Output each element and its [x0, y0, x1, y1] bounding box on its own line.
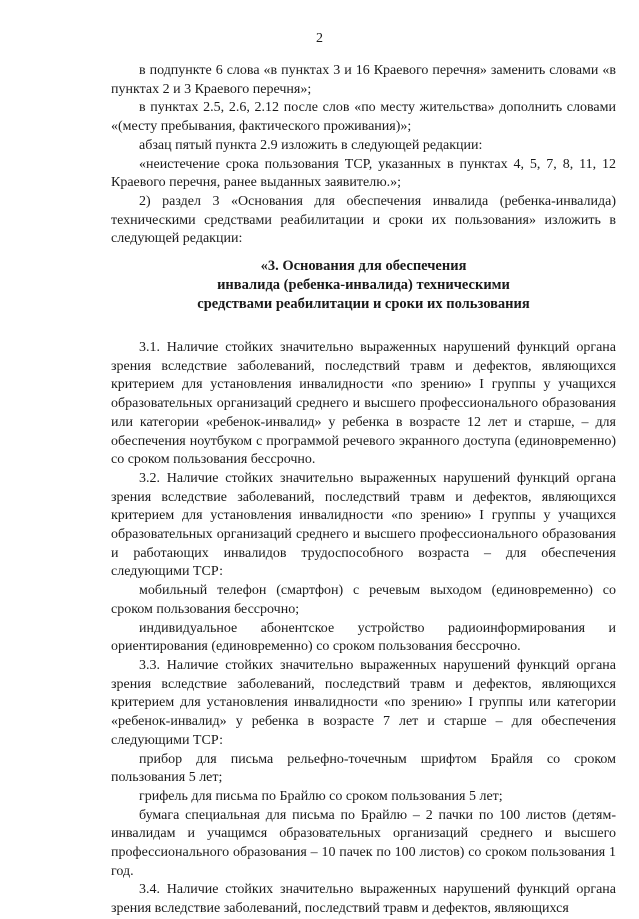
paragraph: 3.2. Наличие стойких значительно выраженных нарушений функций органа зрения вследствие заболеваний, последствий травм и дефектов, являющихся критерием для установления инвалидности «по зрению» I группы у учащихся образовательных организаций среднего и высшего профессионального образования и работающих инвалидов трудоспособного возраста – для обеспечения следующими ТСР:	[111, 470, 616, 580]
paragraph: в подпункте 6 слова «в пунктах 3 и 16 Краевого перечня» заменить словами «в пунктах 2 и 3 Краевого перечня»;	[111, 63, 616, 97]
paragraph: 3.3. Наличие стойких значительно выраженных нарушений функций органа зрения вследствие заболеваний, последствий травм и дефектов, являющихся критерием для установления инвалидности «по зрению» I группы или категории «ребенок-инвалид» у ребенка в возрасте 7 лет и старше – для обеспечения следующими ТСР:	[111, 657, 616, 748]
paragraph: 3.4. Наличие стойких значительно выраженных нарушений функций органа зрения вследствие заболеваний, последствий травм и дефектов, являющихся	[111, 882, 616, 917]
section-heading	[111, 257, 616, 314]
paragraph: 2) раздел 3 «Основания для обеспечения инвалида (ребенка-инвалида) техническими средствами реабилитации и сроки их пользования» изложить в следующей редакции:	[111, 193, 616, 247]
paragraph: «неистечение срока пользования ТСР, указанных в пунктах 4, 5, 7, 8, 11, 12 Краевого перечня, ранее выданных заявителю.»;	[111, 156, 616, 191]
document-body	[111, 62, 616, 919]
page-number: 2	[316, 31, 323, 46]
paragraph: мобильный телефон (смартфон) с речевым выходом (единовременно) со сроком пользования бессрочно;	[111, 583, 616, 617]
paragraph: 3.1. Наличие стойких значительно выраженных нарушений функций органа зрения вследствие заболеваний, последствий травм и дефектов, являющихся критерием для установления инвалидности «по зрению» I группы у учащихся образовательных организаций среднего и высшего профессионального образования или категории «ребенок-инвалид» у ребенка в возрасте 12 лет и старше, – для обеспечения ноутбуком с программой речевого экранного доступа (единовременно) со сроком пользования бессрочно.	[111, 340, 616, 468]
paragraph: в пунктах 2.5, 2.6, 2.12 после слов «по месту жительства» дополнить словами «(месту пребывания, фактического проживания)»;	[111, 100, 616, 135]
paragraph: грифель для письма по Брайлю со сроком пользования 5 лет;	[139, 788, 503, 804]
paragraph: абзац пятый пункта 2.9 изложить в следующей редакции:	[139, 137, 483, 153]
paragraph: прибор для письма рельефно-точечным шрифтом Брайля со сроком пользования 5 лет;	[111, 751, 616, 786]
paragraph: бумага специальная для письма по Брайлю – 2 пачки по 100 листов (детям-инвалидам и учащимся образовательных организаций среднего и высшего профессионального образования – 10 пачек по 100 листов) со сроком пользования 1 год.	[111, 807, 616, 879]
paragraph: индивидуальное абонентское устройство радиоинформирования и ориентирования (единовременно) со сроком пользования бессрочно.	[111, 620, 616, 655]
heading-line: средствами реабилитации и сроки их пользования	[197, 296, 530, 313]
heading-line: «3. Основания для обеспечения	[260, 258, 467, 275]
heading-line: инвалида (ребенка-инвалида) техническими	[217, 277, 510, 294]
